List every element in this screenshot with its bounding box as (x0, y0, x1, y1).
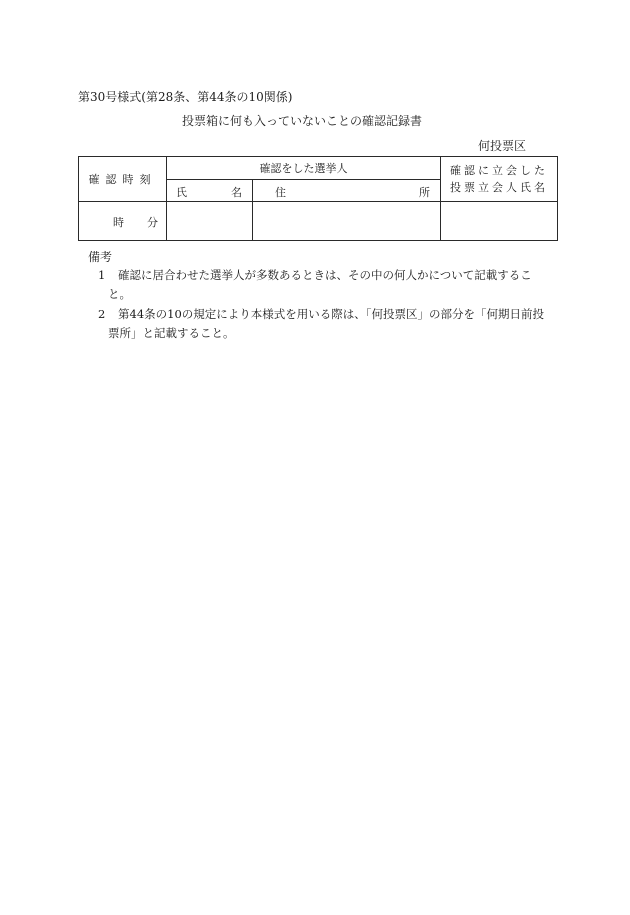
header-confirming-voter: 確認をした選挙人 (167, 157, 441, 180)
subheader-name (167, 180, 253, 202)
confirmation-record-table (78, 156, 558, 241)
header-confirmation-time: 確認時刻 (79, 157, 167, 202)
note-text-line1: 確認に居合わせた選挙人が多数あるときは、その中の何人かについて記載するこ (118, 268, 532, 282)
polling-district-label: 何投票区 (478, 139, 527, 153)
note-item (98, 305, 556, 343)
witness-name-entry-cell (441, 202, 558, 241)
form-number: 第30号様式(第28条、第44条の10関係) (78, 90, 293, 104)
time-minute-label: 分 (147, 216, 158, 229)
witness-header-line2: 投票立会人氏名 (450, 181, 548, 194)
note-item (98, 266, 556, 304)
note-text-line1: 第44条の10の規定により本様式を用いる際は、「何投票区」の部分を「何期日前投 (118, 307, 545, 321)
subheader-name-left: 氏 (176, 186, 187, 199)
subheader-address-left: 住 (275, 186, 286, 199)
note-text-line2: と。 (108, 287, 131, 301)
note-text-line2: 票所」と記載すること。 (108, 326, 235, 340)
time-entry-cell (79, 202, 167, 241)
witness-header-line1: 確認に立会した (450, 164, 548, 177)
subheader-address (253, 180, 441, 202)
document-title: 投票箱に何も入っていないことの確認記録書 (182, 114, 423, 128)
header-witness-name (441, 157, 558, 202)
subheader-address-right: 所 (419, 186, 430, 199)
voter-address-entry-cell (253, 202, 441, 241)
time-hour-label: 時 (113, 216, 124, 229)
subheader-name-right: 名 (231, 186, 242, 199)
note-number: 2 (98, 307, 106, 321)
note-number: 1 (98, 268, 106, 282)
voter-name-entry-cell (167, 202, 253, 241)
notes-heading: 備考 (88, 250, 113, 264)
